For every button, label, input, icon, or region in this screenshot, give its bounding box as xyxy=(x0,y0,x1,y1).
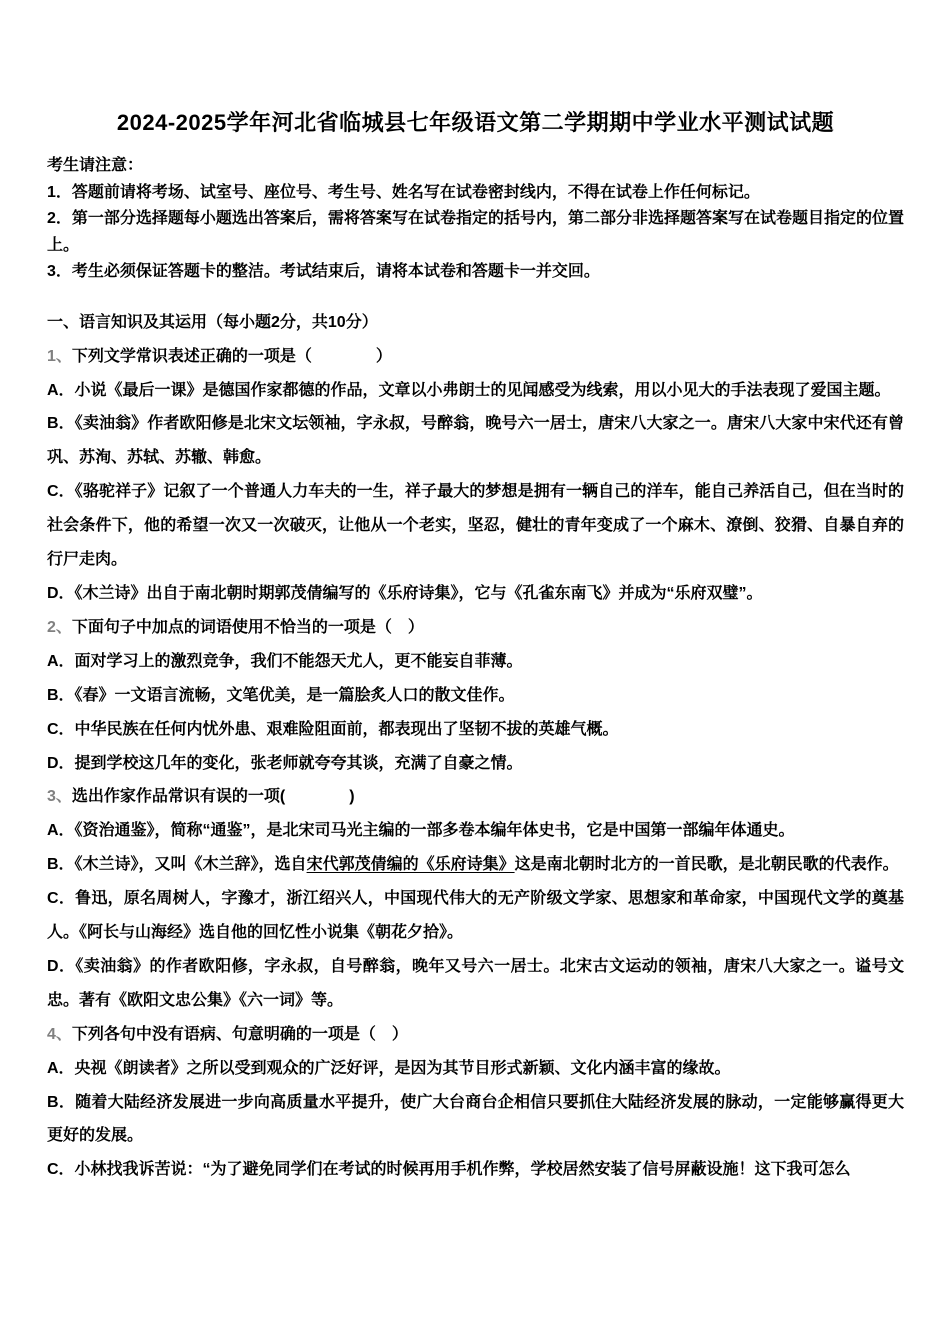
q4-number: 4、 xyxy=(47,1025,72,1043)
section-heading: 一、语言知识及其运用（每小题2分，共10分） xyxy=(47,313,378,331)
q2-option-a: A．面对学习上的激烈竞争，我们不能怨天尤人，更不能妄自菲薄。 xyxy=(47,652,523,670)
q1-number: 1、 xyxy=(47,347,72,365)
q1-option-c: C．《骆驼祥子》记叙了一个普通人力车夫的一生，祥子最大的梦想是拥有一辆自己的洋车，能自己养活自己，但在当时的社会条件下，他的希望一次又一次破灭，让他从一个老实，坚忍，健壮的青年变成了一个麻木、潦倒、狡猾、自暴自弃的行尸走肉。 xyxy=(47,483,904,569)
q4-option-c: C．小林找我诉苦说：“为了避免同学们在考试的时候再用手机作弊，学校居然安装了信号屏蔽设施！这下我可怎么 xyxy=(47,1161,851,1179)
q2-stem-text: 下面句子中加点的词语使用不恰当的一项是（ ） xyxy=(71,618,424,636)
q4-option-a: A．央视《朗读者》之所以受到观众的广泛好评，是因为其节目形式新颖、文化内涵丰富的缘故。 xyxy=(47,1059,731,1077)
q4-stem xyxy=(47,1018,904,1052)
q3-option-b-underlined: 宋代郭茂倩编的《乐府诗集》 xyxy=(306,856,515,874)
q3-stem-text: 选出作家作品常识有误的一项( ) xyxy=(71,788,355,806)
q2-number: 2、 xyxy=(47,618,72,636)
q3-option-b xyxy=(47,848,904,882)
notice-header: 考生请注意： xyxy=(47,157,144,174)
q3-option-b-pre: B．《木兰诗》，又叫《木兰辞》，选自 xyxy=(47,856,307,874)
notice-section xyxy=(47,153,904,286)
q1-stem xyxy=(47,340,904,374)
q3-option-b-post: 这是南北朝时北方的一首民歌，是北朝民歌的代表作。 xyxy=(514,856,899,874)
page-title: 2024-2025学年河北省临城县七年级语文第二学期期中学业水平测试试题 xyxy=(116,110,835,135)
q4-option-b: B．随着大陆经济发展进一步向高质量水平提升，使广大台商台企相信只要抓住大陆经济发展的脉动，一定能够赢得更大更好的发展。 xyxy=(47,1093,904,1145)
q3-number: 3、 xyxy=(47,788,72,806)
q2-option-d: D．提到学校这几年的变化，张老师就夸夸其谈，充满了自豪之情。 xyxy=(47,754,523,772)
q3-option-d: D．《卖油翁》的作者欧阳修，字永叔，自号醉翁，晚年又号六一居士。北宋古文运动的领袖，唐宋八大家之一。谥号文忠。著有《欧阳文忠公集》《六一词》等。 xyxy=(47,957,904,1009)
notice-item-2: 2．第一部分选择题每小题选出答案后，需将答案写在试卷指定的括号内，第二部分非选择题答案写在试卷题目指定的位置上。 xyxy=(47,210,904,254)
q3-stem xyxy=(47,780,904,814)
q3-option-a: A．《资治通鉴》，简称“通鉴”，是北宋司马光主编的一部多卷本编年体史书，它是中国第一部编年体通史。 xyxy=(47,822,795,840)
q1-option-d: D．《木兰诗》出自于南北朝时期郭茂倩编写的《乐府诗集》，它与《孔雀东南飞》并成为“乐府双璧”。 xyxy=(47,584,763,602)
q2-option-b: B．《春》一文语言流畅，文笔优美，是一篇脍炙人口的散文佳作。 xyxy=(47,686,515,704)
notice-item-3: 3．考生必须保证答题卡的整洁。考试结束后，请将本试卷和答题卡一并交回。 xyxy=(47,263,600,281)
q2-option-c: C．中华民族在任何内忧外患、艰难险阻面前，都表现出了坚韧不拔的英雄气概。 xyxy=(47,720,619,738)
spacer xyxy=(47,286,904,306)
q1-option-a: A．小说《最后一课》是德国作家都德的作品，文章以小弗朗士的见闻感受为线索，用以小见大的手法表现了爱国主题。 xyxy=(47,381,891,399)
q3-option-c: C．鲁迅，原名周树人，字豫才，浙江绍兴人，中国现代伟大的无产阶级文学家、思想家和革命家，中国现代文学的奠基人。《阿长与山海经》选自他的回忆性小说集《朝花夕拾》。 xyxy=(47,890,904,942)
q4-stem-text: 下列各句中没有语病、句意明确的一项是（ ） xyxy=(71,1025,408,1043)
q1-option-b: B．《卖油翁》作者欧阳修是北宋文坛领袖，字永叔，号醉翁，晚号六一居士，唐宋八大家之一。唐宋八大家中宋代还有曾巩、苏洵、苏轼、苏辙、韩愈。 xyxy=(47,415,904,467)
section-language-knowledge xyxy=(47,306,904,1188)
q2-stem xyxy=(47,611,904,645)
q1-stem-text: 下列文学常识表述正确的一项是（ ） xyxy=(71,347,392,365)
notice-item-1: 1．答题前请将考场、试室号、座位号、考生号、姓名写在试卷密封线内，不得在试卷上作任何标记。 xyxy=(47,183,760,201)
